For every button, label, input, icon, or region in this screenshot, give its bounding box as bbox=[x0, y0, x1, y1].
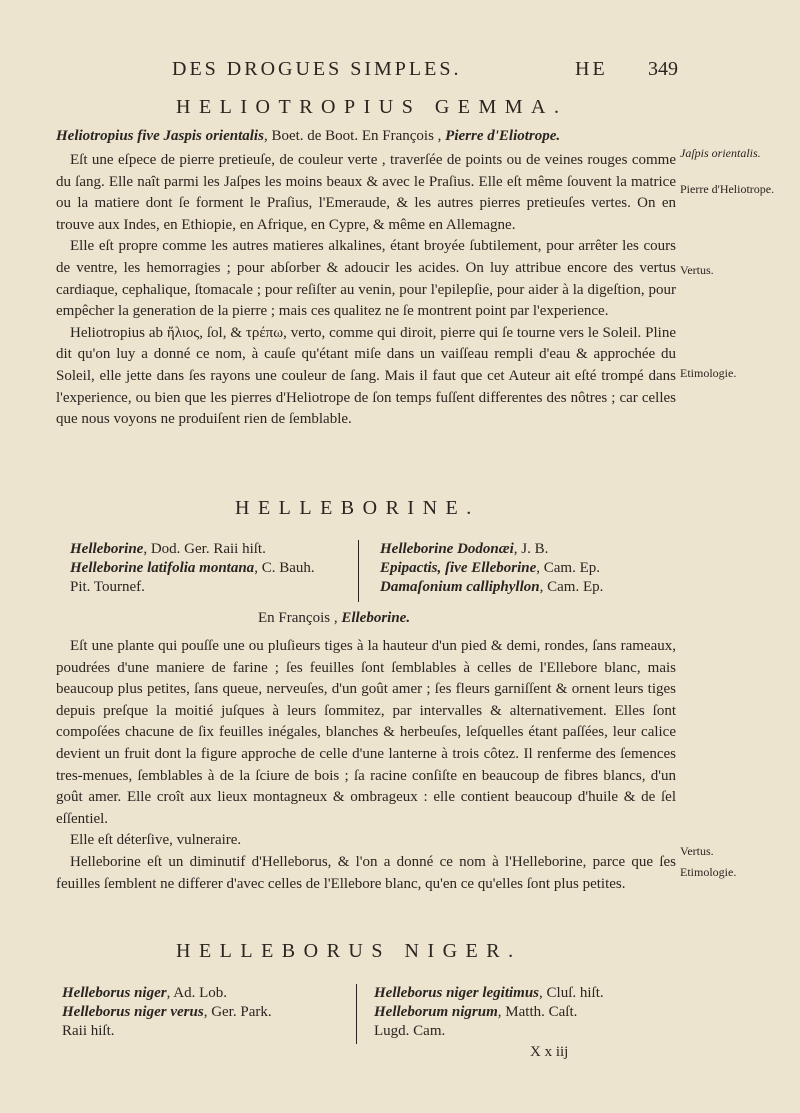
paragraph: Eſt une plante qui pouſſe une ou pluſieurs tiges à la hauteur d'un pied & demi, rondes, ſans rameaux, poudrées d'une maniere de farine ; ſes feuilles ſont ſemblables à celles de l'Ellebore blanc, mais beaucoup plus petites, ſans queue, nerveuſes, d'un goût amer ; ſes fleurs garniſſent & ornent leurs tiges depuis preſque la moitié juſques à leurs ſommitez, par intervalles & alternativement. Elles ſont compoſées chacune de ſix feuilles inégales, blanches & herbeuſes, leſquelles étant paſſées, leur calice devient un fruit dont la figure approche de celle d'une lanterne à trois côtez. Il renferme des ſemences tres-menues, ſemblables à de la ſciure de bois ; ſa racine conſiſte en beaucoup de fibres blancs, d'un goût amer. Elle croît aux lieux montagneux & ombrageux : elle contient beaucoup d'huile & de ſel eſſentiel. bbox=[56, 638, 676, 827]
synonym: Helleborus niger verus, Ger. Park. bbox=[62, 1004, 272, 1020]
margin-note: Etimologie. bbox=[680, 865, 737, 879]
paragraph: Elle eſt propre comme les autres matieres alkalines, étant broyée ſubtilement, pour arrêter les cours de ventre, les hemorragies ; pour abſorber & adoucir les acides. On luy attribue encore des vertus cardiaque, cephalique, ſtomacale ; pour reſiſter au venin, pour l'epilepſie, pour aider à la digeſtion, pour empêcher la generation de la pierre ; mais ces qualitez ne ſe montrent point par l'experience. bbox=[56, 238, 676, 320]
entry-title-heliotropius: HELIOTROPIUS GEMMA. bbox=[176, 96, 568, 118]
synonyms-left bbox=[70, 540, 315, 597]
synonym: Lugd. Cam. bbox=[374, 1023, 446, 1039]
paragraph: Heliotropius ab ἥλιος, ſol, & τρέπω, verto, comme qui diroit, pierre qui ſe tourne vers le Soleil. Pline dit qu'on luy a donné ce nom, à cauſe qu'étant miſe dans un vaiſſeau rempli d'eau & approchée du Soleil, elle jette dans ſes rayons une couleur de ſang. Mais il faut que cet Auteur ait eſté trompé dans l'experience, ou bien que les pierres d'Heliotrope de ſon temps fuſſent differentes des nôtres ; car celles que nous voyons ne produiſent rien de ſemblable. bbox=[56, 324, 676, 428]
synonym: Helleborus niger legitimus, Cluſ. hiſt. bbox=[374, 985, 604, 1001]
margin-note: Pierre d'Heliotrope. bbox=[680, 182, 775, 196]
signature-mark: X x iij bbox=[530, 1044, 569, 1060]
synonyms-right bbox=[380, 540, 603, 597]
margin-note: Jaſpis orientalis. bbox=[680, 146, 761, 160]
synonym: Helleborine latifolia montana, C. Bauh. bbox=[70, 560, 315, 576]
entry-text-heliotropius bbox=[56, 150, 676, 431]
column-divider bbox=[358, 540, 359, 602]
synonym: Helleborus niger, Ad. Lob. bbox=[62, 985, 228, 1001]
margin-note: Etimologie. bbox=[680, 366, 737, 380]
margin-note: Vertus. bbox=[680, 844, 714, 858]
entry-text-helleborine bbox=[56, 636, 676, 895]
synonym-line bbox=[56, 128, 560, 145]
latin-name: Heliotropius five Jaspis orientalis bbox=[56, 128, 264, 144]
margin-note: Vertus. bbox=[680, 263, 714, 277]
authors: , Boet. de Boot. En François , bbox=[263, 128, 446, 144]
paragraph: Eſt une eſpece de pierre pretieuſe, de couleur verte , traverſée de points ou de veines rouges comme du ſang. Elle naît parmi les Jaſpes les moins beaux & avec le Praſius. Elle eſt même ſouvent la matrice ou la matiere dont ſe forment le Praſius, l'Emeraude, & les autres pierres pretieuſes vertes. On en trouve aux Indes, en Ethiopie, en Afrique, en Cypre, & même en Allemagne. bbox=[56, 152, 676, 233]
synonym: Helleborine Dodonæi, J. B. bbox=[380, 541, 549, 557]
paragraph: Helleborine eſt un diminutif d'Helleborus, & l'on a donné ce nom à l'Helleborine, parce que ſes feuilles ſemblent ne differer d'avec celles de l'Ellebore blanc, qu'en ce qu'elles ſont plus petites. bbox=[56, 853, 676, 892]
synonyms-right bbox=[374, 984, 604, 1041]
header-section: HE bbox=[575, 58, 608, 80]
synonym: Damaſonium calliphyllon, Cam. Ep. bbox=[380, 579, 604, 595]
synonym: Helleborine, Dod. Ger. Raii hiſt. bbox=[70, 541, 266, 557]
synonym: Pit. Tournef. bbox=[70, 579, 145, 595]
french-name: Pierre d'Eliotrope. bbox=[445, 128, 561, 144]
synonym: Helleborum nigrum, Matth. Caſt. bbox=[374, 1004, 578, 1020]
entry-title-helleborine: HELLEBORINE. bbox=[235, 497, 480, 519]
page-number: 349 bbox=[648, 58, 678, 80]
synonym: Raii hiſt. bbox=[62, 1023, 115, 1039]
synonyms-left bbox=[62, 984, 272, 1041]
running-header: DES DROGUES SIMPLES. bbox=[172, 58, 462, 80]
column-divider bbox=[356, 984, 357, 1044]
entry-title-helleborus: HELLEBORUS NIGER. bbox=[176, 940, 522, 962]
synonym: Epipactis, ſive Elleborine, Cam. Ep. bbox=[380, 560, 600, 576]
paragraph: Elle eſt déterſive, vulneraire. bbox=[70, 832, 242, 849]
french-name-line: En François , Elleborine. bbox=[258, 610, 411, 626]
